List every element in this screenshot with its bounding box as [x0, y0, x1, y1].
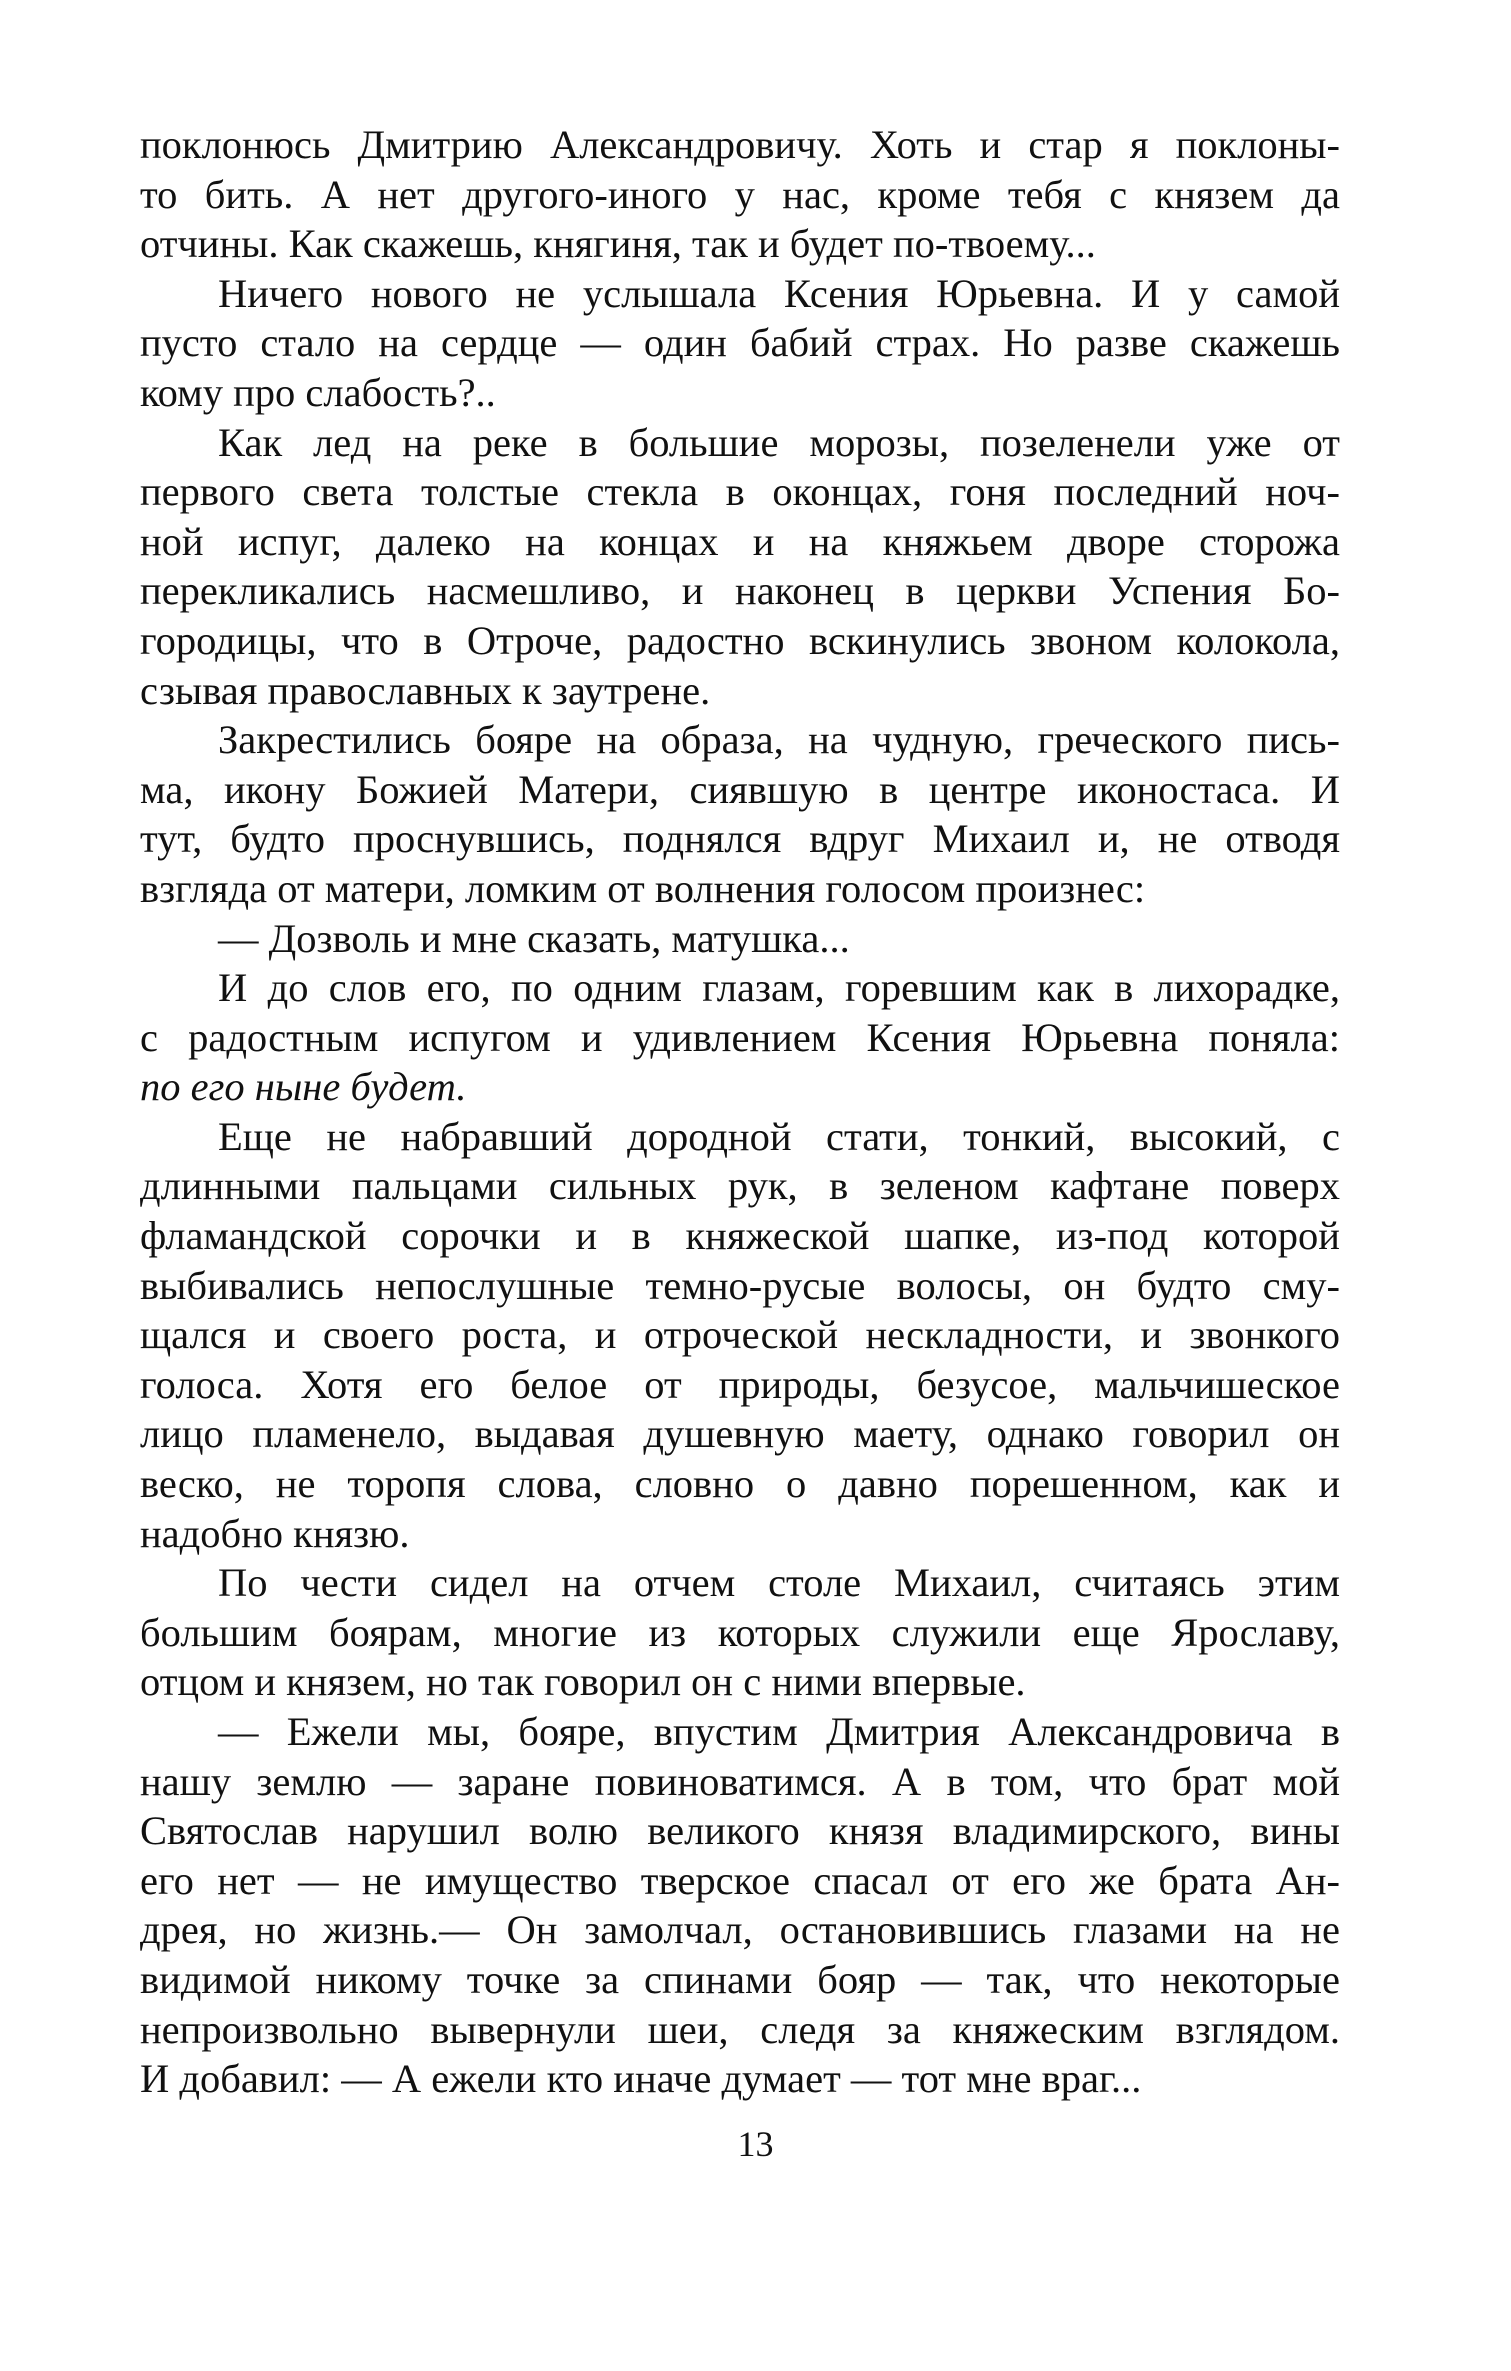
text-line: взгляда от матери, ломким от волнения голосом произнес:: [140, 865, 1146, 911]
text-line: ма, икону Божией Матери, сиявшую в центре иконостаса. И: [140, 766, 1340, 812]
text-line: Как лед на реке в большие морозы, позеленели уже от: [218, 419, 1340, 465]
text-line: лицо пламенело, выдавая душевную маету, однако говорил он: [140, 1411, 1340, 1457]
text-line: дрея, но жизнь.— Он замолчал, остановившись глазами на не: [140, 1907, 1340, 1953]
text-line: Закрестились бояре на образа, на чудную, греческого пись-: [218, 717, 1340, 763]
text-line: Еще не набравший дородной стати, тонкий, высокий, с: [218, 1113, 1340, 1159]
text-line: ной испуг, далеко на концах и на княжьем дворе сторожа: [140, 518, 1340, 564]
text-line: И до слов его, по одним глазам, горевшим как в лихорадке,: [218, 965, 1340, 1011]
page-number: 13: [737, 2124, 774, 2164]
text-line: нашу землю — заране повиноватимся. А в том, что брат мой: [140, 1758, 1340, 1804]
text-line: выбивались непослушные темно-русые волосы, он будто сму-: [140, 1262, 1340, 1308]
text-line: непроизвольно вывернули шеи, следя за княжеским взглядом.: [140, 2006, 1340, 2052]
text-line: то бить. А нет другого-иного у нас, кроме тебя с князем да: [140, 171, 1340, 217]
text-line: И добавил: — А ежели кто иначе думает — тот мне враг...: [140, 2056, 1142, 2102]
text-line: отчины. Как скажешь, княгиня, так и будет по-твоему...: [140, 221, 1096, 267]
text-line: отцом и князем, но так говорил он с ними впервые.: [140, 1659, 1026, 1705]
text-line: надобно князю.: [140, 1510, 410, 1556]
text-line: фламандской сорочки и в княжеской шапке, из-под которой: [140, 1213, 1340, 1259]
text-line: Святослав нарушил волю великого князя владимирского, вины: [140, 1808, 1340, 1854]
text-line: поклонюсь Дмитрию Александровичу. Хоть и стар я поклоны-: [140, 122, 1340, 167]
text-line: По чести сидел на отчем столе Михаил, считаясь этим: [218, 1560, 1340, 1606]
text-line: щался и своего роста, и отроческой нескладности, и звонкого: [140, 1312, 1340, 1358]
book-page-text: [140, 120, 1340, 2104]
text-line: большим боярам, многие из которых служили еще Ярославу,: [140, 1609, 1340, 1655]
text-line: перекликались насмешливо, и наконец в церкви Успения Бо-: [140, 568, 1340, 614]
text-line: кому про слабость?..: [140, 369, 496, 415]
text-line: с радостным испугом и удивлением Ксения Юрьевна поняла:: [140, 1014, 1340, 1060]
text-line: тут, будто проснувшись, поднялся вдруг Михаил и, не отводя: [140, 816, 1340, 862]
text-line: его нет — не имущество тверское спасал от его же брата Ан-: [140, 1857, 1340, 1903]
text-line: длинными пальцами сильных рук, в зеленом кафтане поверх: [140, 1163, 1340, 1209]
text-line: видимой никому точке за спинами бояр — так, что некоторые: [140, 1956, 1340, 2002]
text-line: сзывая православных к заутрене.: [140, 667, 711, 713]
text-line: Ничего нового не услышала Ксения Юрьевна. И у самой: [218, 270, 1340, 316]
text-line: по его ныне будет.: [140, 1064, 467, 1110]
text-line: — Дозволь и мне сказать, матушка...: [218, 915, 850, 961]
text-line: городицы, что в Отроче, радостно вскинулись звоном колокола,: [140, 617, 1340, 663]
text-line: голоса. Хотя его белое от природы, безусое, мальчишеское: [140, 1361, 1340, 1407]
text-line: — Ежели мы, бояре, впустим Дмитрия Александровича в: [218, 1709, 1340, 1754]
text-line: веско, не торопя слова, словно о давно порешенном, как и: [140, 1461, 1340, 1507]
text-line: первого света толстые стекла в оконцах, гоня последний ноч-: [140, 469, 1340, 515]
text-line: пусто стало на сердце — один бабий страх. Но разве скажешь: [140, 320, 1340, 366]
